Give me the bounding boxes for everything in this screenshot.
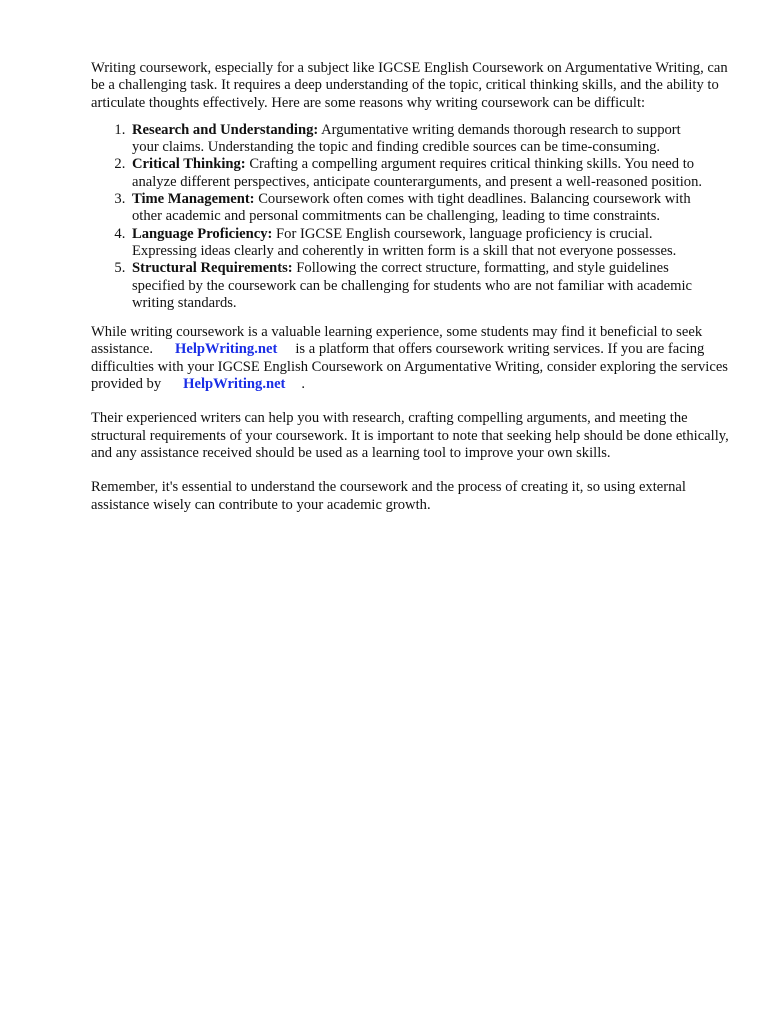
document-page [91,60,731,531]
reasons-list [91,122,709,312]
reason-text: Argumentative writing demands thorough research to support your claims. Understanding the topic and finding credible sources can be time-consuming. [132,121,681,156]
reason-title: Critical Thinking: [132,156,246,173]
reason-title: Structural Requirements: [132,260,293,277]
writers-paragraph: Their experienced writers can help you with research, crafting compelling arguments, and meeting the structural requirements of your coursework. It is important to note that seeking help should be done ethically, and any assistance received should be used as a learning tool to improve your own skills. [91,410,729,461]
helpwriting-link[interactable]: HelpWriting.net [175,341,278,358]
reason-item [129,260,709,312]
reason-item [129,122,709,157]
assistance-paragraph [91,324,731,393]
assistance-text-1: While writing coursework is a valuable learning experience, some students may find it beneficial to seek assistance. [91,324,703,358]
reason-text: Crafting a compelling argument requires critical thinking skills. You need to analyze different perspectives, anticipate counterarguments, and present a well-reasoned position. [132,156,703,190]
reason-title: Time Management: [132,191,255,208]
reason-item [129,191,709,226]
reason-title: Research and Understanding: [132,121,319,138]
reason-item [129,226,709,261]
reason-item [129,156,709,191]
helpwriting-link[interactable]: HelpWriting.net [183,376,286,393]
assistance-text-2: is a platform that offers coursework writing services. If you are facing difficulties with your IGCSE English Coursework on Argumentative Writing, consider exploring the services provided by [91,341,728,393]
closing-paragraph: Remember, it's essential to understand the coursework and the process of creating it, so using external assistance wisely can contribute to your academic growth. [91,479,686,513]
reason-text: Following the correct structure, formatting, and style guidelines specified by the coursework can be challenging for students who are not familiar with academic writing standards. [132,260,693,311]
intro-paragraph: Writing coursework, especially for a subject like IGCSE English Coursework on Argumentative Writing, can be a challenging task. It requires a deep understanding of the topic, critical thinking skills, and the ability to articulate thoughts effectively. Here are some reasons why writing coursework can be difficult: [91,60,728,111]
reason-text: For IGCSE English coursework, language proficiency is crucial. Expressing ideas clearly and coherently in written form is a skill that not everyone possesses. [132,225,677,259]
reason-title: Language Proficiency: [132,225,273,242]
assistance-text-3: . [301,376,306,393]
reason-text: Coursework often comes with tight deadlines. Balancing coursework with other academic and personal commitments can be challenging, leading to time constraints. [132,191,691,225]
